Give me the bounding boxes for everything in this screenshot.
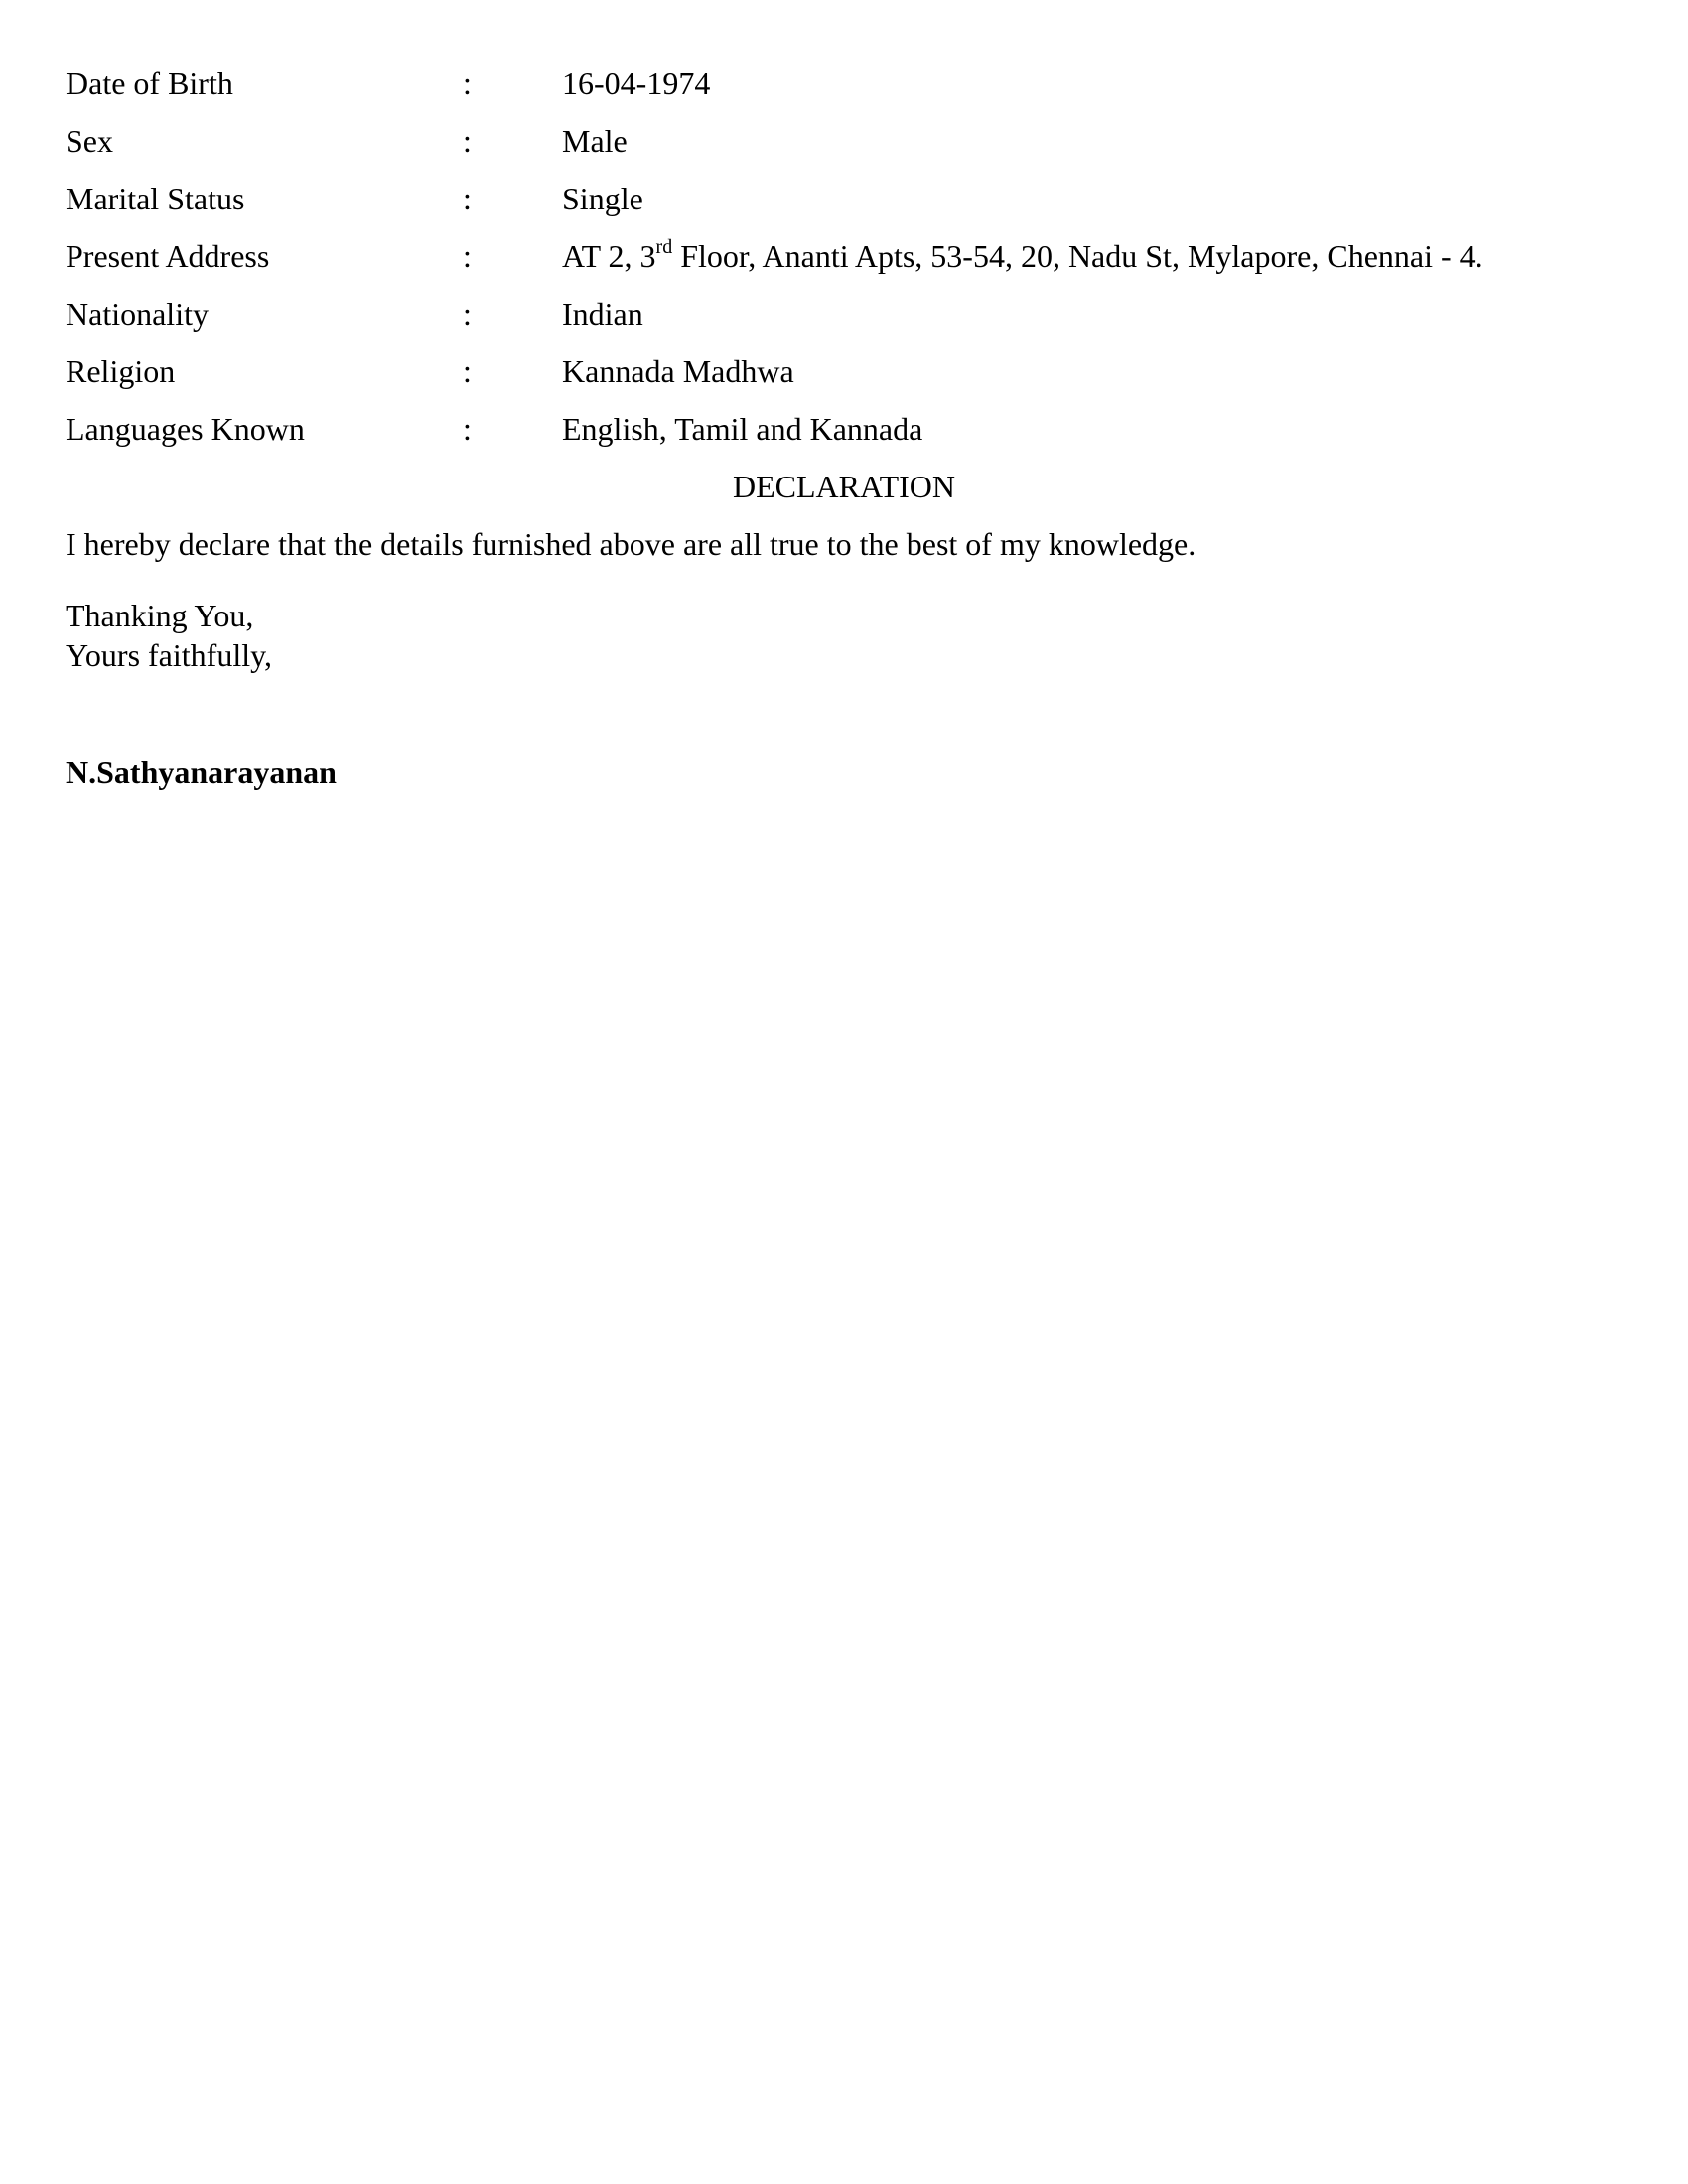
address-part-2: Floor, Ananti Apts, 53-54, 20, Nadu St, Mylapore, Chennai - 4. [672,238,1483,274]
detail-row-present-address [66,234,1654,292]
detail-row-languages-known [66,407,1654,465]
closing-thanks: Thanking You, [66,598,254,633]
detail-label: Sex [66,123,113,159]
declaration-heading-text: DECLARATION [733,469,955,504]
detail-value: Indian [562,296,643,332]
detail-value: English, Tamil and Kannada [562,411,923,447]
detail-colon: : [463,181,472,216]
detail-label: Date of Birth [66,66,233,101]
detail-label: Languages Known [66,411,305,447]
declaration-heading [0,465,1688,508]
detail-colon: : [463,238,472,274]
detail-colon: : [463,296,472,332]
closing-salutation: Yours faithfully, [66,637,273,673]
detail-label: Religion [66,353,176,389]
personal-details [66,62,1654,465]
detail-label: Marital Status [66,181,245,216]
detail-row-sex [66,119,1654,177]
detail-colon: : [463,353,472,389]
detail-row-nationality [66,292,1654,349]
detail-value: 16-04-1974 [562,66,711,101]
detail-value: Male [562,123,628,159]
detail-value [562,234,1483,278]
closing [66,596,272,675]
address-part-1: AT 2, 3 [562,238,656,274]
detail-row-date-of-birth [66,62,1654,119]
signature-name: N.Sathyanarayanan [66,754,337,790]
detail-colon: : [463,66,472,101]
detail-colon: : [463,411,472,447]
declaration-text: I hereby declare that the details furnished above are all true to the best of my knowledge. [66,526,1196,562]
detail-value: Single [562,181,643,216]
detail-label: Nationality [66,296,209,332]
address-ordinal-suffix: rd [655,236,673,258]
detail-row-marital-status [66,177,1654,234]
detail-colon: : [463,123,472,159]
detail-value: Kannada Madhwa [562,353,794,389]
detail-label: Present Address [66,238,270,274]
detail-row-religion [66,349,1654,407]
